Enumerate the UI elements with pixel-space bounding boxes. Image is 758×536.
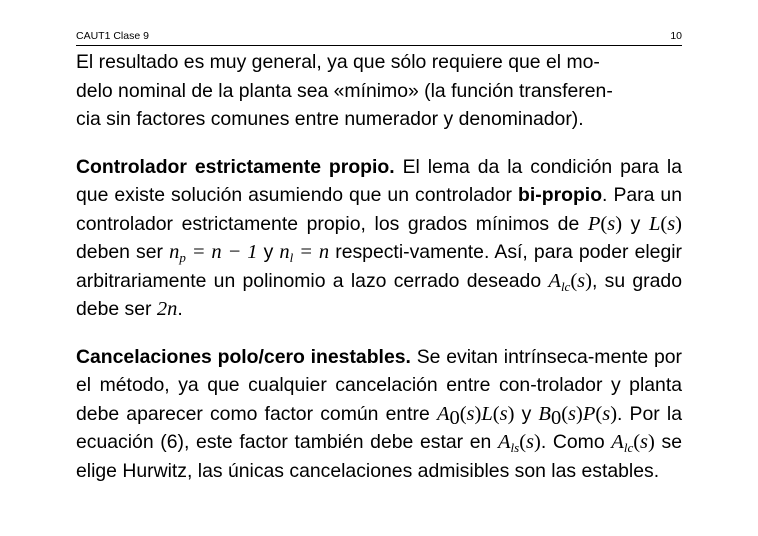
text: , su grado debe ser [76,269,682,320]
math-P: P [587,212,601,235]
math-A0: $A_0$ [436,402,460,429]
math-L: L [481,402,493,425]
page-number: 10 [670,30,682,42]
math-B0: $B_0$ [538,402,562,429]
bold-term: bi-propio [518,184,603,206]
math-Alc: $A_{lc}$ [548,269,571,294]
text: y [257,241,280,263]
text: . Por la ecuación (6), este factor también debe estar en [76,402,682,453]
paragraph-cancellations: Cancelaciones polo/cero inestables. Se evitan intrínseca-mente por el método, ya que cualquier cancelación entre con-trolador y planta debe aparecer como factor común entre $A_0(s)L(s)$ y $B_0(s)P(s)$. Por la ecuación (6), este factor también debe estar en $A_{ls}(s)$. Como $A_{lc}(s)$ se elige Hurwitz, las únicas cancelaciones admisibles son las estables. [76,345,683,482]
text: delo nominal de la planta sea «mínimo» (la función transferen- [76,79,613,102]
text: deben ser [76,241,170,263]
slide-body [76,48,682,485]
paragraph-intro [76,48,682,134]
text: y [514,402,539,425]
math-nl: $n_l$ [279,241,294,265]
text: El resultado es muy general, ya que sólo requiere que el mo- [76,51,600,73]
text: respecti-vamente. Así, para poder elegir arbitrariamente un polinomio a lazo cerrado deseado [76,241,682,292]
page-header [76,29,682,46]
math-np: $n_p$ [169,241,186,265]
math-s: s [607,212,616,235]
math-s: s [667,212,676,235]
text: . Como [540,431,612,453]
paragraph-heading: Cancelaciones polo/cero inestables. [76,345,411,368]
text: cia sin factores comunes entre numerador y denominador). [76,108,584,130]
course-label: CAUT1 Clase 9 [76,30,149,42]
math-P: P [582,402,596,425]
math-s: s [577,269,586,292]
paragraph-heading: Controlador estrictamente propio. [76,155,395,178]
text: . [177,298,183,320]
text: Se evitan intrínseca-mente por el método, ya que cualquier cancelación entre con-trolador y planta debe aparecer como factor común entre [76,345,683,425]
text: y [622,212,649,235]
text: . Para un controlador estrictamente propio, los grados mínimos de [76,184,682,235]
text: El lema da la condición para la que existe solución asumiendo que un controlador [76,155,682,206]
math-Alc: $A_{lc}$ [611,431,634,455]
text: se elige Hurwitz, las únicas cancelaciones admisibles son las estables. [76,431,683,482]
math-eq: = n − 1 [185,241,258,263]
math-2n: 2n [156,298,178,320]
math-eq: = n [293,241,330,263]
math-L: L [648,212,661,235]
paragraph-strictly-proper: Controlador estrictamente propio. El lema da la condición para la que existe solución asumiendo que un controlador bi-propio. Para un controlador estrictamente propio, los grados mínimos de P(s) y L(s) deben ser $n_p = n - 1$ y $n_l = n$ respecti-vamente. Así, para poder elegir arbitrariamente un polinomio a lazo cerrado deseado $A_{lc}(s)$, su grado debe ser 2n. [76,155,682,320]
math-Als: $A_{ls}$ [498,431,520,455]
